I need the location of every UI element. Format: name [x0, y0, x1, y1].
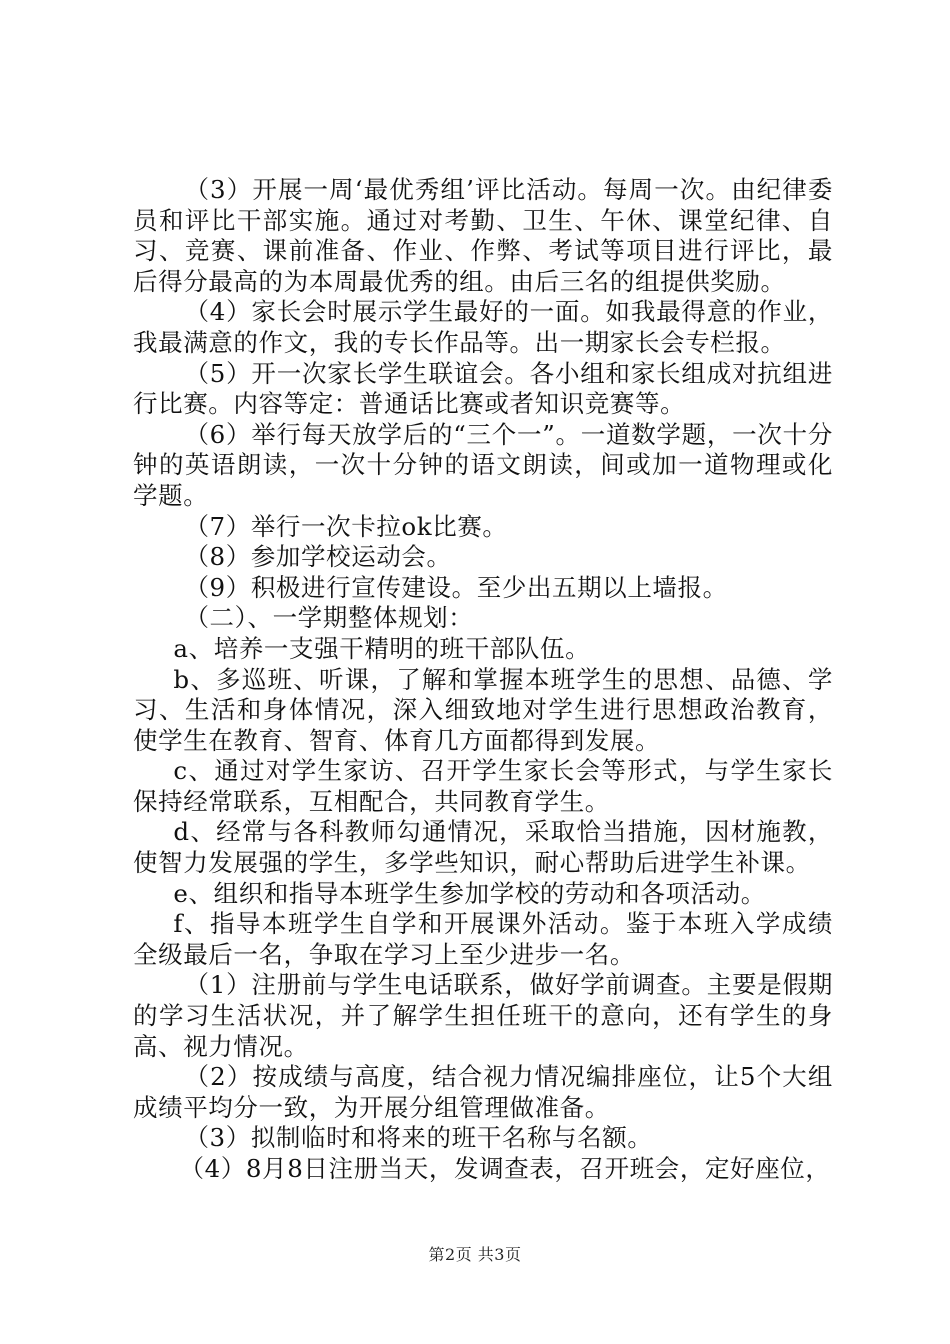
paragraph-item-9: （9）积极进行宣传建设。至少出五期以上墙报。: [184, 572, 728, 602]
paragraph-item-3: （3）开展一周‘最优秀组’评比活动。每周一次。由纪律委员和评比干部实施。通过对考勤、卫生、午休、课堂纪律、自习、竞赛、课前准备、作业、作弊、考试等项目进行评比，最后得分最高的为本周最优秀的组。由后三名的组提供奖励。: [133, 175, 833, 296]
paragraph-item-4: （4）家长会时展示学生最好的一面。如我最得意的作业，我最满意的作文，我的专长作品等。出一期家长会专栏报。: [133, 297, 833, 357]
plan-item-d: d、经常与各科教师勾通情况，采取恰当措施，因材施教，使智力发展强的学生，多学些知识，耐心帮助后进学生补课。: [133, 817, 833, 878]
plan-item-a: a、培养一支强干精明的班干部队伍。: [173, 633, 591, 663]
paragraph-item-7: （7）举行一次卡拉ok比赛。: [184, 511, 508, 541]
page-number-label: 第2页 共3页: [428, 1245, 522, 1264]
plan-item-f: f、指导本班学生自学和开展课外活动。鉴于本班入学成绩全级最后一名，争取在学习上至少进步一名。: [133, 909, 833, 969]
plan-item-b: b、多巡班、听课，了解和掌握本班学生的思想、品德、学习、生活和身体情况，深入细致地对学生进行思想政治教育，使学生在教育、智育、体育几方面都得到发展。: [133, 664, 833, 755]
document-body: [133, 175, 833, 1185]
step-item-1: （1）注册前与学生电话联系，做好学前调查。主要是假期的学习生活状况，并了解学生担任班干的意向，还有学生的身高、视力情况。: [133, 970, 833, 1061]
section-heading-2: （二）、一学期整体规划：: [184, 603, 474, 633]
step-item-3: （3）拟制临时和将来的班干名称与名额。: [184, 1123, 653, 1153]
step-item-4: （4）8月8日注册当天，发调查表，召开班会，定好座位，: [179, 1154, 831, 1183]
step-item-2: （2）按成绩与高度，结合视力情况编排座位，让5个大组成绩平均分一致，为开展分组管理做准备。: [133, 1062, 833, 1122]
paragraph-item-8: （8）参加学校运动会。: [184, 542, 452, 572]
paragraph-item-6: （6）举行每天放学后的“三个一”。一道数学题，一次十分钟的英语朗读，一次十分钟的语文朗读，间或加一道物理或化学题。: [133, 419, 833, 510]
page-footer: [0, 1245, 950, 1265]
plan-item-c: c、通过对学生家访、召开学生家长会等形式，与学生家长保持经常联系，互相配合，共同教育学生。: [133, 756, 833, 816]
paragraph-item-5: （5）开一次家长学生联谊会。各小组和家长组成对抗组进行比赛。内容等定：普通话比赛或者知识竞赛等。: [133, 358, 833, 419]
plan-item-e: e、组织和指导本班学生参加学校的劳动和各项活动。: [173, 878, 766, 908]
